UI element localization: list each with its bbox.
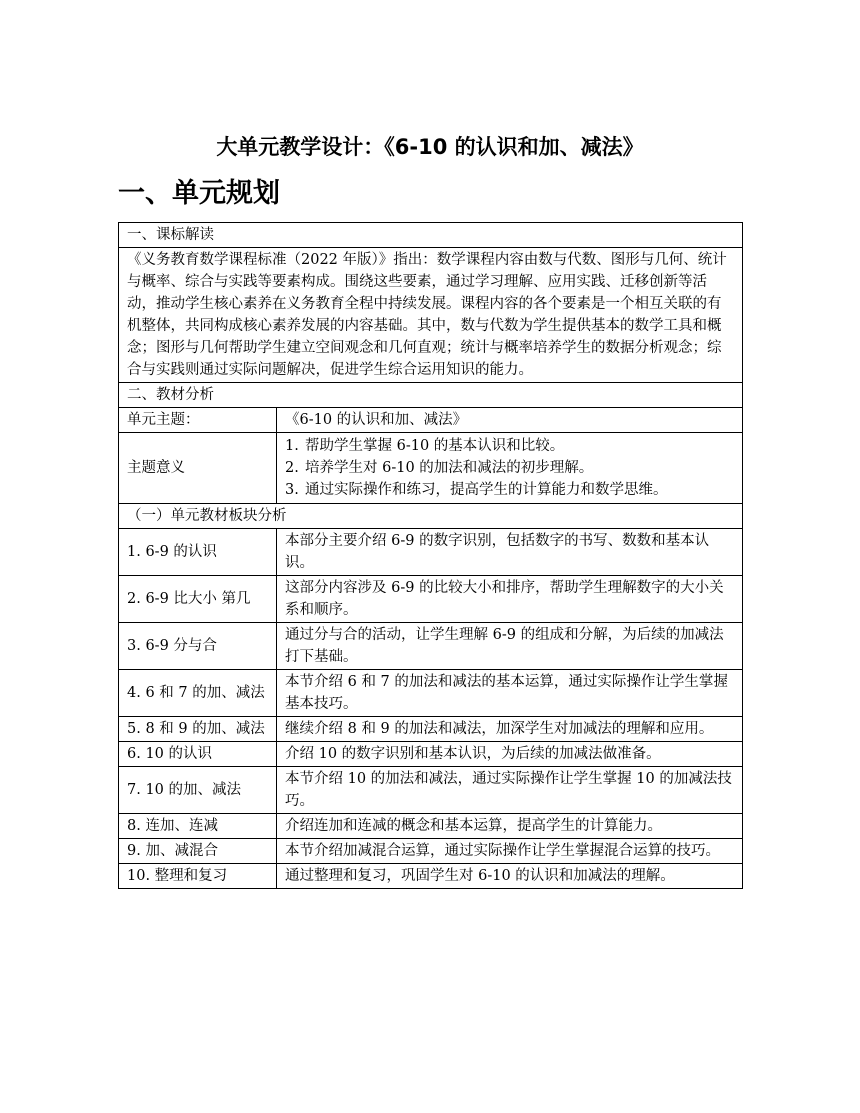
block-analysis-header-row bbox=[119, 504, 743, 529]
block-label: 9. 加、减混合 bbox=[119, 839, 277, 864]
block-row bbox=[119, 839, 743, 864]
block-desc: 本节介绍 10 的加法和减法，通过实际操作让学生掌握 10 的加减法技巧。 bbox=[277, 767, 743, 814]
block-row bbox=[119, 670, 743, 717]
document-title: 大单元教学设计：《6-10 的认识和加、减法》 bbox=[216, 135, 644, 159]
block-desc: 介绍 10 的数字识别和基本认识，为后续的加减法做准备。 bbox=[277, 742, 743, 767]
curriculum-text: 《义务教育数学课程标准（2022 年版）》指出：数学课程内容由数与代数、图形与几何、统计与概率、综合与实践等要素构成。围绕这些要素，通过学习理解、应用实践、迁移创新等活动，推动学生核心素养在义务教育全程中持续发展。课程内容的各个要素是一个相互关联的有机整体，共同构成核心素养发展的内容基础。其中，数与代数为学生提供基本的数学工具和概念；图形与几何帮助学生建立空间观念和几何直观；统计与概率培养学生的数据分析观念；综合与实践则通过实际问题解决，促进学生综合运用知识的能力。 bbox=[119, 248, 743, 383]
unit-theme-label: 单元主题： bbox=[119, 408, 277, 433]
significance-item: 2. 培养学生对 6-10 的加法和减法的初步理解。 bbox=[285, 460, 594, 476]
block-desc: 介绍连加和连减的概念和基本运算，提高学生的计算能力。 bbox=[277, 814, 743, 839]
unit-plan-table bbox=[118, 222, 743, 889]
block-desc: 本部分主要介绍 6-9 的数字识别，包括数字的书写、数数和基本认识。 bbox=[277, 529, 743, 576]
significance-item: 1. 帮助学生掌握 6-10 的基本认识和比较。 bbox=[285, 438, 565, 454]
curriculum-header-row bbox=[119, 223, 743, 248]
block-row bbox=[119, 767, 743, 814]
block-label: 6. 10 的认识 bbox=[119, 742, 277, 767]
block-label: 5. 8 和 9 的加、减法 bbox=[119, 717, 277, 742]
block-desc: 通过分与合的活动，让学生理解 6-9 的组成和分解，为后续的加减法打下基础。 bbox=[277, 623, 743, 670]
block-row bbox=[119, 717, 743, 742]
block-row bbox=[119, 814, 743, 839]
block-desc: 通过整理和复习，巩固学生对 6-10 的认识和加减法的理解。 bbox=[277, 864, 743, 889]
block-row bbox=[119, 742, 743, 767]
block-desc: 继续介绍 8 和 9 的加法和减法，加深学生对加减法的理解和应用。 bbox=[277, 717, 743, 742]
block-label: 1. 6-9 的认识 bbox=[119, 529, 277, 576]
block-analysis-header: （一）单元教材板块分析 bbox=[119, 504, 743, 529]
block-desc: 本节介绍加减混合运算，通过实际操作让学生掌握混合运算的技巧。 bbox=[277, 839, 743, 864]
unit-theme-row bbox=[119, 408, 743, 433]
significance-list bbox=[277, 433, 743, 504]
section-heading: 一、单元规划 bbox=[118, 178, 280, 209]
block-label: 10. 整理和复习 bbox=[119, 864, 277, 889]
block-row bbox=[119, 576, 743, 623]
block-row bbox=[119, 623, 743, 670]
textbook-header: 二、教材分析 bbox=[119, 383, 743, 408]
block-desc: 这部分内容涉及 6-9 的比较大小和排序，帮助学生理解数字的大小关系和顺序。 bbox=[277, 576, 743, 623]
block-row bbox=[119, 864, 743, 889]
block-desc: 本节介绍 6 和 7 的加法和减法的基本运算，通过实际操作让学生掌握基本技巧。 bbox=[277, 670, 743, 717]
textbook-header-row bbox=[119, 383, 743, 408]
curriculum-header: 一、课标解读 bbox=[119, 223, 743, 248]
unit-theme-value: 《6-10 的认识和加、减法》 bbox=[277, 408, 743, 433]
block-row bbox=[119, 529, 743, 576]
block-label: 3. 6-9 分与合 bbox=[119, 623, 277, 670]
block-label: 2. 6-9 比大小 第几 bbox=[119, 576, 277, 623]
block-label: 4. 6 和 7 的加、减法 bbox=[119, 670, 277, 717]
curriculum-text-row bbox=[119, 248, 743, 383]
block-label: 7. 10 的加、减法 bbox=[119, 767, 277, 814]
block-label: 8. 连加、连减 bbox=[119, 814, 277, 839]
significance-row bbox=[119, 433, 743, 504]
significance-label: 主题意义 bbox=[119, 433, 277, 504]
significance-item: 3. 通过实际操作和练习，提高学生的计算能力和数学思维。 bbox=[285, 482, 668, 498]
